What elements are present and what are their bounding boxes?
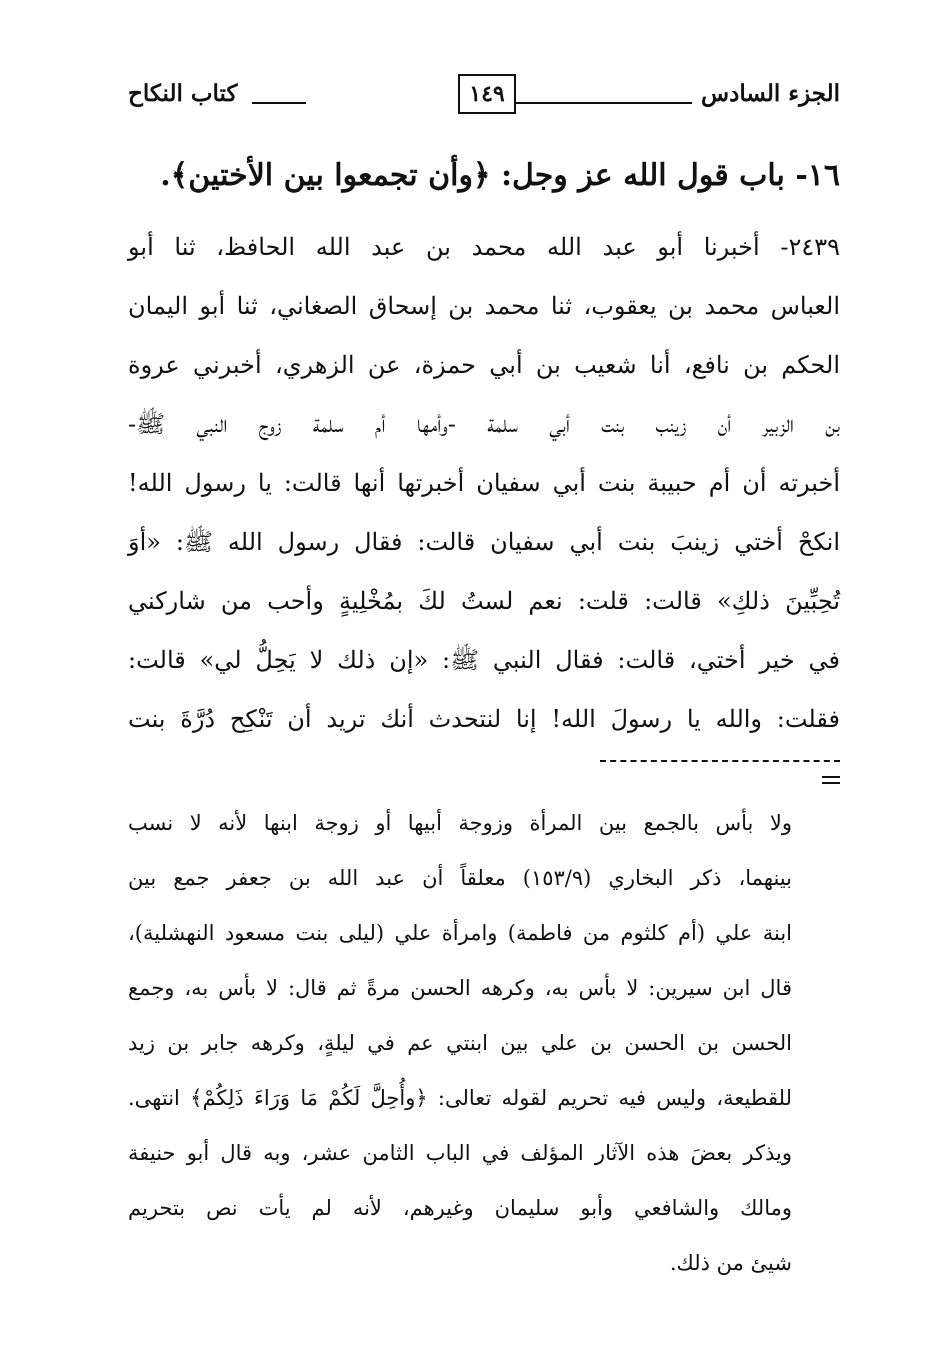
header-rule-right [514,102,692,104]
main-line: ٢٤٣٩- أخبرنا أبو عبد الله محمد بن عبد الله الحافظ، ثنا أبو [128,233,840,261]
footnote-line: ابنة علي (أم كلثوم من فاطمة) وامرأة علي (ليلى بنت مسعود النهشلية)، [128,921,792,945]
chapter-title: ١٦- باب قول الله عز وجل: ﴿وأن تجمعوا بين الأختين﴾. [160,158,840,193]
main-line: فقلت: والله يا رسولَ الله! إنا لنتحدث أنك تريد أن تَنْكِح دُرَّةَ بنت [128,705,840,733]
separator-equals-bottom [822,782,840,784]
main-line: تُحِبِّينَ ذلكِ» قالت: قلت: نعم لستُ لكَ بمُخْلِيةٍ وأحب من شاركني [128,587,840,615]
main-line: في خير أختي، قالت: فقال النبي ﷺ: «إن ذلك لا يَحِلُّ لي» قالت: [128,646,840,674]
footnote-line: الحسن بن الحسن بن علي بين ابنتي عم في ليلةٍ، وكرهه جابر بن زيد [128,1031,792,1055]
main-line: بن الزبير أن زينب بنت أبي سلمة -وأمها أم سلمة زوج النبي ﷺ- [128,410,840,438]
main-line: انكحْ أختي زينبَ بنت أبي سفيان قالت: فقال رسول الله ﷺ: «أوَ [128,528,840,556]
footnote-line: شيئ من ذلك. [669,1251,792,1275]
footnote-separator [128,758,840,788]
header-rule-left [252,102,306,104]
footnote-line: قال ابن سيرين: لا بأس به، وكرهه الحسن مرةً ثم قال: لا بأس به، وجمع [128,976,792,1000]
running-header [128,68,840,120]
main-line: أخبرته أن أم حبيبة بنت أبي سفيان أخبرتها أنها قالت: يا رسول الله! [128,469,840,497]
footnote-line: بينهما، ذكر البخاري (١٥٣/٩) معلقاً أن عبد الله بن جعفر جمع بين [128,866,792,890]
footnote-line: للقطيعة، وليس فيه تحريم لقوله تعالى: ﴿وأُحِلَّ لَكُمْ مَا وَرَاءَ ذَلِكُمْ﴾ انتهى. [128,1086,792,1110]
main-text [128,218,840,749]
page-number-box: ١٤٩ [458,74,516,114]
footnote-line: ومالك والشافعي وأبو سليمان وغيرهم، لأنه لم يأت نص بتحريم [128,1196,792,1220]
main-line: العباس محمد بن يعقوب، ثنا محمد بن إسحاق الصغاني، ثنا أبو اليمان [128,292,840,320]
footnote-line: ويذكر بعضَ هذه الآثار المؤلف في الباب الثامن عشر، وبه قال أبو حنيفة [128,1141,792,1165]
main-line: الحكم بن نافع، أنا شعيب بن أبي حمزة، عن الزهري، أخبرني عروة [128,351,840,379]
separator-equals-top [822,776,840,778]
footnote-line: ولا بأس بالجمع بين المرأة وزوجة أبيها أو زوجة ابنها لأنه لا نسب [128,811,792,835]
book-title: كتاب النكاح [128,80,238,107]
separator-dashes [600,760,840,762]
volume-label: الجزء السادس [701,80,840,107]
footnote-text [128,796,792,1291]
